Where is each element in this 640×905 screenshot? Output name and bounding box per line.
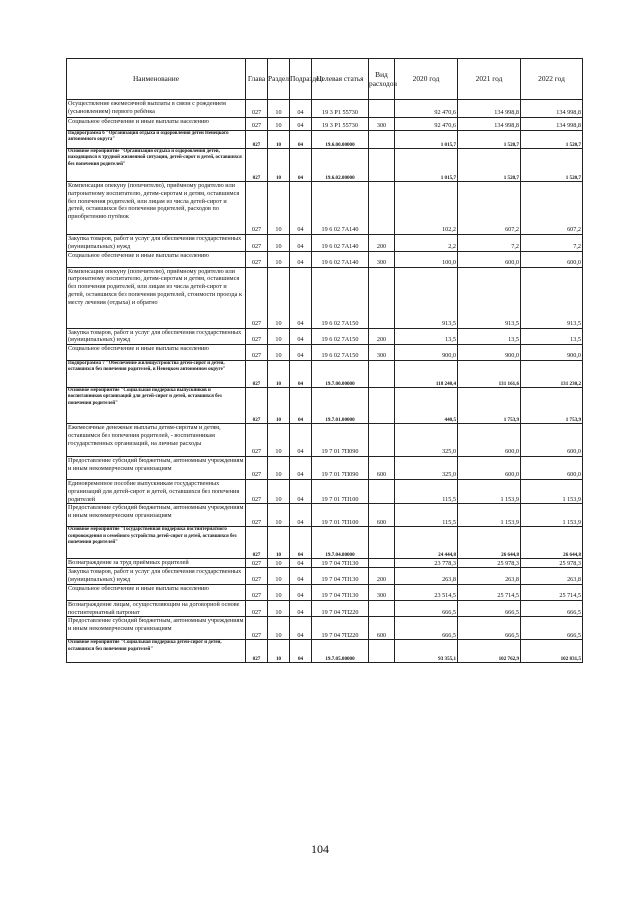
row-chapter: 027 bbox=[246, 149, 268, 182]
row-value-2022: 7,2 bbox=[521, 235, 583, 252]
row-value-2021: 1 520,7 bbox=[458, 149, 521, 182]
row-value-2022: 913,5 bbox=[521, 267, 583, 328]
row-subsection: 04 bbox=[290, 251, 312, 267]
row-value-2020: 666,5 bbox=[395, 617, 458, 640]
col-header-2021: 2021 год bbox=[458, 59, 521, 100]
row-subsection: 04 bbox=[290, 118, 312, 131]
row-value-2021: 13,5 bbox=[458, 328, 521, 345]
row-name: Социальное обеспечение и иные выплаты населению bbox=[67, 345, 246, 361]
row-value-2020: 115,5 bbox=[395, 504, 458, 527]
row-expense-type: 600 bbox=[369, 504, 395, 527]
row-target-article: 19 7 01 7П090 bbox=[312, 424, 369, 457]
row-expense-type bbox=[369, 100, 395, 118]
row-name: Социальное обеспечение и иные выплаты населению bbox=[67, 584, 246, 600]
row-target-article: 19.7.01.00000 bbox=[312, 388, 369, 424]
col-header-subsection: Подраздел bbox=[290, 59, 312, 100]
row-value-2022: 131 230,2 bbox=[521, 361, 583, 388]
row-value-2022: 607,2 bbox=[521, 182, 583, 235]
table-row bbox=[67, 424, 583, 457]
row-value-2022: 1 520,7 bbox=[521, 149, 583, 182]
table-row bbox=[67, 149, 583, 182]
row-value-2022: 1 520,7 bbox=[521, 131, 583, 149]
row-chapter: 027 bbox=[246, 388, 268, 424]
row-section: 10 bbox=[268, 504, 290, 527]
row-expense-type bbox=[369, 640, 395, 663]
row-expense-type: 300 bbox=[369, 584, 395, 600]
row-name: Вознаграждение лицам, осуществляющим на договорной основе постинтернатный патронат bbox=[67, 600, 246, 617]
row-section: 10 bbox=[268, 568, 290, 585]
row-expense-type: 600 bbox=[369, 617, 395, 640]
col-header-2020: 2020 год bbox=[395, 59, 458, 100]
row-section: 10 bbox=[268, 480, 290, 504]
row-chapter: 027 bbox=[246, 251, 268, 267]
row-expense-type bbox=[369, 267, 395, 328]
row-subsection: 04 bbox=[290, 182, 312, 235]
row-target-article: 19 6 02 7А140 bbox=[312, 235, 369, 252]
row-subsection: 04 bbox=[290, 149, 312, 182]
row-subsection: 04 bbox=[290, 640, 312, 663]
row-name: Предоставление субсидий бюджетным, автономным учреждениям и иным некоммерческим организациям bbox=[67, 504, 246, 527]
budget-table bbox=[66, 58, 583, 663]
row-target-article: 19 7 04 7П130 bbox=[312, 568, 369, 585]
row-chapter: 027 bbox=[246, 527, 268, 559]
row-target-article: 19 7 01 7П100 bbox=[312, 480, 369, 504]
row-expense-type bbox=[369, 480, 395, 504]
row-name: Социальное обеспечение и иные выплаты населению bbox=[67, 251, 246, 267]
table-body bbox=[67, 100, 583, 663]
row-name: Осуществление ежемесячной выплаты в связи с рождением (усыновлением) первого ребёнка bbox=[67, 100, 246, 118]
row-value-2020: 666,5 bbox=[395, 600, 458, 617]
row-expense-type bbox=[369, 131, 395, 149]
row-section: 10 bbox=[268, 424, 290, 457]
row-value-2020: 92 470,6 bbox=[395, 118, 458, 131]
table-row bbox=[67, 267, 583, 328]
row-target-article: 19 6 02 7А150 bbox=[312, 267, 369, 328]
table-row bbox=[67, 251, 583, 267]
row-name: Социальное обеспечение и иные выплаты населению bbox=[67, 118, 246, 131]
row-section: 10 bbox=[268, 267, 290, 328]
row-value-2022: 600,0 bbox=[521, 251, 583, 267]
table-row bbox=[67, 345, 583, 361]
row-target-article: 19 7 04 7П130 bbox=[312, 584, 369, 600]
row-subsection: 04 bbox=[290, 559, 312, 568]
row-name: Основное мероприятие "Социальная поддержка выпускников и воспитанников организаций для детей-сирот и детей, оставшихся без попечения родителей" bbox=[67, 388, 246, 424]
row-value-2020: 93 355,1 bbox=[395, 640, 458, 663]
row-target-article: 19.7.00.00000 bbox=[312, 361, 369, 388]
row-target-article: 19 6 02 7А150 bbox=[312, 328, 369, 345]
row-subsection: 04 bbox=[290, 504, 312, 527]
row-expense-type: 200 bbox=[369, 235, 395, 252]
row-value-2021: 26 644,8 bbox=[458, 527, 521, 559]
row-value-2021: 7,2 bbox=[458, 235, 521, 252]
row-value-2021: 1 520,7 bbox=[458, 131, 521, 149]
row-value-2022: 134 998,8 bbox=[521, 118, 583, 131]
row-section: 10 bbox=[268, 600, 290, 617]
row-section: 10 bbox=[268, 235, 290, 252]
row-subsection: 04 bbox=[290, 131, 312, 149]
row-expense-type bbox=[369, 600, 395, 617]
row-chapter: 027 bbox=[246, 504, 268, 527]
row-target-article: 19 6 02 7А140 bbox=[312, 182, 369, 235]
row-name: Закупка товаров, работ и услуг для обеспечения государственных (муниципальных) нужд bbox=[67, 328, 246, 345]
page-number: 104 bbox=[311, 842, 329, 856]
row-value-2022: 1 153,9 bbox=[521, 504, 583, 527]
row-subsection: 04 bbox=[290, 584, 312, 600]
row-value-2021: 1 153,9 bbox=[458, 504, 521, 527]
row-target-article: 19 6 02 7А140 bbox=[312, 251, 369, 267]
row-chapter: 027 bbox=[246, 267, 268, 328]
row-target-article: 19.6.02.00000 bbox=[312, 149, 369, 182]
row-value-2022: 26 644,8 bbox=[521, 527, 583, 559]
row-value-2022: 1 753,9 bbox=[521, 388, 583, 424]
row-value-2020: 23 514,5 bbox=[395, 584, 458, 600]
row-value-2021: 25 978,3 bbox=[458, 559, 521, 568]
table-row bbox=[67, 457, 583, 480]
row-value-2020: 2,2 bbox=[395, 235, 458, 252]
row-chapter: 027 bbox=[246, 345, 268, 361]
table-row bbox=[67, 527, 583, 559]
row-subsection: 04 bbox=[290, 457, 312, 480]
row-expense-type bbox=[369, 527, 395, 559]
row-chapter: 027 bbox=[246, 600, 268, 617]
row-value-2020: 102,2 bbox=[395, 182, 458, 235]
row-value-2020: 325,0 bbox=[395, 424, 458, 457]
row-value-2020: 13,5 bbox=[395, 328, 458, 345]
row-value-2021: 131 161,6 bbox=[458, 361, 521, 388]
row-name: Предоставление субсидий бюджетным, автономным учреждениям и иным некоммерческим организациям bbox=[67, 457, 246, 480]
row-expense-type bbox=[369, 559, 395, 568]
row-value-2022: 134 998,8 bbox=[521, 100, 583, 118]
row-subsection: 04 bbox=[290, 480, 312, 504]
row-subsection: 04 bbox=[290, 527, 312, 559]
row-name: Закупка товаров, работ и услуг для обеспечения государственных (муниципальных) нужд bbox=[67, 235, 246, 252]
row-section: 10 bbox=[268, 584, 290, 600]
row-chapter: 027 bbox=[246, 457, 268, 480]
row-subsection: 04 bbox=[290, 600, 312, 617]
row-value-2021: 600,0 bbox=[458, 251, 521, 267]
row-value-2020: 23 778,3 bbox=[395, 559, 458, 568]
row-value-2021: 600,0 bbox=[458, 424, 521, 457]
row-target-article: 19.7.04.00000 bbox=[312, 527, 369, 559]
table-row bbox=[67, 480, 583, 504]
row-section: 10 bbox=[268, 527, 290, 559]
row-target-article: 19.6.00.00000 bbox=[312, 131, 369, 149]
row-section: 10 bbox=[268, 149, 290, 182]
row-subsection: 04 bbox=[290, 345, 312, 361]
row-value-2022: 102 831,5 bbox=[521, 640, 583, 663]
row-chapter: 027 bbox=[246, 480, 268, 504]
row-value-2021: 666,5 bbox=[458, 600, 521, 617]
row-section: 10 bbox=[268, 388, 290, 424]
table-row bbox=[67, 617, 583, 640]
row-value-2020: 118 240,4 bbox=[395, 361, 458, 388]
row-name: Основное мероприятие "Социальная поддержка детей-сирот и детей, оставшихся без попечения родителей" bbox=[67, 640, 246, 663]
row-value-2020: 24 444,8 bbox=[395, 527, 458, 559]
row-expense-type bbox=[369, 182, 395, 235]
row-subsection: 04 bbox=[290, 235, 312, 252]
row-section: 10 bbox=[268, 559, 290, 568]
row-target-article: 19 6 02 7А150 bbox=[312, 345, 369, 361]
row-value-2020: 115,5 bbox=[395, 480, 458, 504]
row-value-2022: 666,5 bbox=[521, 617, 583, 640]
row-chapter: 027 bbox=[246, 617, 268, 640]
row-value-2020: 913,5 bbox=[395, 267, 458, 328]
row-expense-type: 200 bbox=[369, 568, 395, 585]
row-section: 10 bbox=[268, 131, 290, 149]
row-name: Подпрограмма 7 "Обеспечение жилищустройства детей-сирот и детей, оставшихся без попечения родителей, в Ненецком автономном округе" bbox=[67, 361, 246, 388]
row-section: 10 bbox=[268, 251, 290, 267]
row-target-article: 19 3 P1 55730 bbox=[312, 100, 369, 118]
row-expense-type: 600 bbox=[369, 457, 395, 480]
row-chapter: 027 bbox=[246, 118, 268, 131]
row-section: 10 bbox=[268, 457, 290, 480]
row-chapter: 027 bbox=[246, 559, 268, 568]
row-value-2021: 900,0 bbox=[458, 345, 521, 361]
row-subsection: 04 bbox=[290, 617, 312, 640]
row-chapter: 027 bbox=[246, 182, 268, 235]
table-row bbox=[67, 118, 583, 131]
table-row bbox=[67, 388, 583, 424]
row-value-2020: 92 470,6 bbox=[395, 100, 458, 118]
row-target-article: 19 7 04 7П220 bbox=[312, 600, 369, 617]
row-target-article: 19 7 04 7П220 bbox=[312, 617, 369, 640]
row-expense-type bbox=[369, 361, 395, 388]
row-chapter: 027 bbox=[246, 568, 268, 585]
row-value-2020: 263,8 bbox=[395, 568, 458, 585]
row-section: 10 bbox=[268, 100, 290, 118]
row-value-2021: 102 762,9 bbox=[458, 640, 521, 663]
row-subsection: 04 bbox=[290, 100, 312, 118]
row-value-2020: 325,0 bbox=[395, 457, 458, 480]
row-name: Ежемесячные денежные выплаты детям-сиротам и детям, оставшимся без попечения родителей, - воспитанникам государственных организаций, на личные расходы bbox=[67, 424, 246, 457]
row-section: 10 bbox=[268, 361, 290, 388]
row-name: Закупка товаров, работ и услуг для обеспечения государственных (муниципальных) нужд bbox=[67, 568, 246, 585]
row-chapter: 027 bbox=[246, 100, 268, 118]
row-name: Подпрограмма 6 "Организация отдыха и оздоровления детей Ненецкого автономного округа" bbox=[67, 131, 246, 149]
row-expense-type bbox=[369, 149, 395, 182]
row-chapter: 027 bbox=[246, 131, 268, 149]
row-expense-type: 300 bbox=[369, 251, 395, 267]
header-row bbox=[67, 59, 583, 100]
row-value-2021: 25 714,5 bbox=[458, 584, 521, 600]
row-value-2022: 25 714,5 bbox=[521, 584, 583, 600]
row-section: 10 bbox=[268, 345, 290, 361]
row-chapter: 027 bbox=[246, 235, 268, 252]
row-expense-type bbox=[369, 424, 395, 457]
row-value-2021: 263,8 bbox=[458, 568, 521, 585]
table-row bbox=[67, 182, 583, 235]
row-value-2021: 607,2 bbox=[458, 182, 521, 235]
row-section: 10 bbox=[268, 118, 290, 131]
row-section: 10 bbox=[268, 640, 290, 663]
row-value-2022: 900,0 bbox=[521, 345, 583, 361]
row-target-article: 19 7 04 7П130 bbox=[312, 559, 369, 568]
row-name: Единовременное пособие выпускникам государственных организаций для детей-сирот и детей, оставшихся без попечения родителей bbox=[67, 480, 246, 504]
table-row bbox=[67, 100, 583, 118]
col-header-chapter: Глава bbox=[246, 59, 268, 100]
row-value-2020: 100,0 bbox=[395, 251, 458, 267]
col-header-target-article: Целевая статья bbox=[312, 59, 369, 100]
row-chapter: 027 bbox=[246, 361, 268, 388]
row-value-2022: 13,5 bbox=[521, 328, 583, 345]
table-row bbox=[67, 235, 583, 252]
row-section: 10 bbox=[268, 617, 290, 640]
row-name: Основное мероприятие "Государственная поддержка постинтернатного сопровождения и семейного устройства детей-сирот и детей, оставшихся без попечения родителей" bbox=[67, 527, 246, 559]
row-subsection: 04 bbox=[290, 328, 312, 345]
row-section: 10 bbox=[268, 182, 290, 235]
table-row bbox=[67, 361, 583, 388]
row-target-article: 19 7 01 7П090 bbox=[312, 457, 369, 480]
row-subsection: 04 bbox=[290, 361, 312, 388]
row-chapter: 027 bbox=[246, 328, 268, 345]
table-row bbox=[67, 584, 583, 600]
table-row bbox=[67, 600, 583, 617]
row-expense-type: 200 bbox=[369, 328, 395, 345]
row-value-2022: 600,0 bbox=[521, 457, 583, 480]
table-row bbox=[67, 504, 583, 527]
row-name: Вознаграждение за труд приёмных родителей bbox=[67, 559, 246, 568]
row-target-article: 19 3 P1 55730 bbox=[312, 118, 369, 131]
row-value-2020: 1 015,7 bbox=[395, 149, 458, 182]
table-row bbox=[67, 640, 583, 663]
row-value-2021: 134 998,8 bbox=[458, 118, 521, 131]
row-value-2020: 1 015,7 bbox=[395, 131, 458, 149]
table-row bbox=[67, 328, 583, 345]
row-value-2022: 1 153,9 bbox=[521, 480, 583, 504]
row-chapter: 027 bbox=[246, 584, 268, 600]
col-header-2022: 2022 год bbox=[521, 59, 583, 100]
row-name: Компенсация опекуну (попечителю), приёмному родителю или патронатному воспитателю, детям-сиротам и детям, оставшимся без попечения родителей, или лицам из числа детей-сирот и детей, оставшихся без попечения родителей, расходов по приобретению путёвок bbox=[67, 182, 246, 235]
row-value-2022: 263,8 bbox=[521, 568, 583, 585]
row-expense-type bbox=[369, 388, 395, 424]
table-row bbox=[67, 559, 583, 568]
row-value-2021: 600,0 bbox=[458, 457, 521, 480]
row-value-2021: 666,5 bbox=[458, 617, 521, 640]
col-header-section: Раздел bbox=[268, 59, 290, 100]
row-expense-type: 300 bbox=[369, 118, 395, 131]
row-expense-type: 300 bbox=[369, 345, 395, 361]
col-header-expense-type: Вид расходов bbox=[369, 59, 395, 100]
row-name: Основное мероприятие "Организация отдыха и оздоровления детей, находящихся в трудной жизненной ситуации, детей-сирот и детей, оставшихся без попечения родителей" bbox=[67, 149, 246, 182]
col-header-name: Наименование bbox=[67, 59, 246, 100]
row-value-2022: 600,0 bbox=[521, 424, 583, 457]
row-subsection: 04 bbox=[290, 568, 312, 585]
row-value-2022: 25 978,3 bbox=[521, 559, 583, 568]
row-value-2021: 913,5 bbox=[458, 267, 521, 328]
table-row bbox=[67, 568, 583, 585]
row-value-2021: 1 153,9 bbox=[458, 480, 521, 504]
row-target-article: 19 7 01 7П100 bbox=[312, 504, 369, 527]
row-subsection: 04 bbox=[290, 267, 312, 328]
row-value-2022: 666,5 bbox=[521, 600, 583, 617]
row-chapter: 027 bbox=[246, 424, 268, 457]
row-value-2020: 900,0 bbox=[395, 345, 458, 361]
row-value-2021: 134 998,8 bbox=[458, 100, 521, 118]
row-name: Компенсация опекуну (попечителю), приёмному родителю или патронатному воспитателю, детям-сиротам и детям, оставшимся без попечения родителей, или лицам из числа детей-сирот и детей, оставшихся без попечения родителей, стоимости проезда к месту лечения (отдыха) и обратно bbox=[67, 267, 246, 328]
table-row bbox=[67, 131, 583, 149]
row-chapter: 027 bbox=[246, 640, 268, 663]
row-name: Предоставление субсидий бюджетным, автономным учреждениям и иным некоммерческим организациям bbox=[67, 617, 246, 640]
row-value-2020: 440,5 bbox=[395, 388, 458, 424]
row-section: 10 bbox=[268, 328, 290, 345]
row-subsection: 04 bbox=[290, 388, 312, 424]
row-subsection: 04 bbox=[290, 424, 312, 457]
row-target-article: 19.7.05.00000 bbox=[312, 640, 369, 663]
row-value-2021: 1 753,9 bbox=[458, 388, 521, 424]
